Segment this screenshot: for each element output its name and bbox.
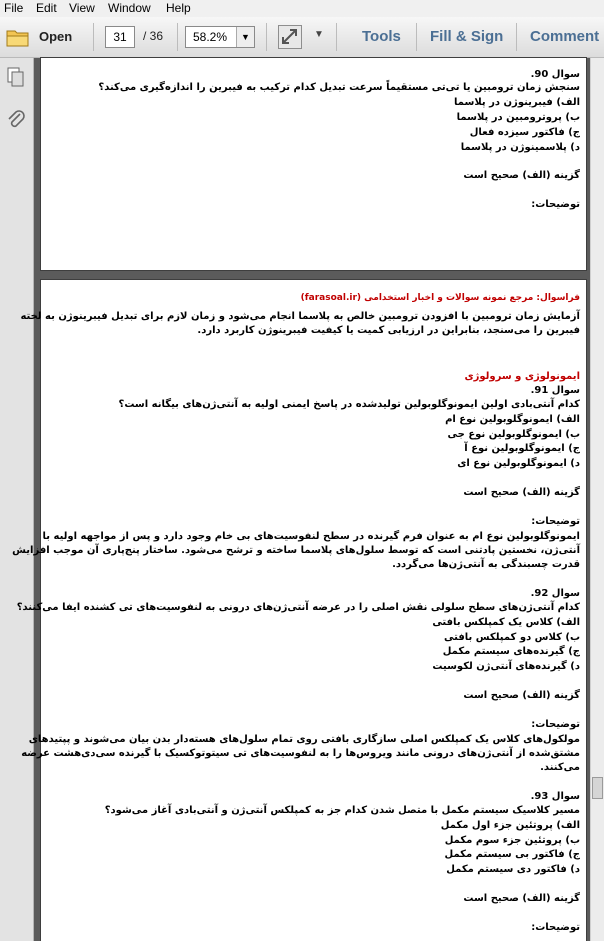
pdf-page-30 bbox=[41, 58, 586, 270]
page-thumbnails-icon[interactable] bbox=[6, 66, 26, 88]
zoom-value: 58.2% bbox=[193, 30, 228, 44]
pdf-page-31 bbox=[12, 280, 586, 941]
question-93-text: مسیر کلاسیک سیستم مکمل با متصل شدن کدام جز به کمپلکس آنتی‌ژن و آنتی‌بادی آغاز می‌شود؟ bbox=[104, 805, 580, 816]
paragraph-line: ایمونوگلوبولین نوع ام به عنوان فرم گیرنده در سطح لنفوسیت‌های بی خام وجود دارد و پس از مواجهه اولیه با bbox=[42, 531, 580, 542]
page-number-input[interactable]: 31 bbox=[105, 26, 135, 48]
question-92-explanation-heading: توضیحات: bbox=[531, 719, 580, 730]
question-93-explanation-heading: توضیحات: bbox=[531, 922, 580, 933]
section-heading: ایمونولوژی و سرولوژی bbox=[464, 371, 580, 382]
question-91-option-b: ب) ایمونوگلوبولین نوع جی bbox=[447, 429, 580, 440]
question-92-option-b: ب) کلاس دو کمپلکس بافتی bbox=[444, 632, 580, 643]
question-90-explanation-heading: توضیحات: bbox=[531, 199, 580, 210]
menu-view[interactable]: View bbox=[69, 1, 95, 15]
paragraph-line: آزمایش زمان ترومبین با افزودن ترومبین خالص به پلاسما انجام می‌شود و زمان لازم برای تبدیل فیبرینوژن به لخته bbox=[20, 311, 580, 322]
question-91-text: کدام آنتی‌بادی اولین ایمونوگلوبولین تولیدشده در پاسخ ایمنی اولیه به آنتی‌ژن‌های بیگانه است؟ bbox=[118, 399, 580, 410]
comment-button[interactable]: Comment bbox=[530, 28, 600, 45]
navigation-pane bbox=[0, 58, 34, 941]
question-93-option-d: د) فاکتور دی سیستم مکمل bbox=[446, 864, 580, 875]
question-92-text: کدام آنتی‌ژن‌های سطح سلولی نقش اصلی را در عرضه آنتی‌ژن‌های درونی به لنفوسیت‌های تی کشنده ایفا می‌کنند؟ bbox=[16, 602, 580, 613]
question-93-number: سوال 93. bbox=[530, 791, 580, 802]
question-90-answer: گزینه (الف) صحیح است bbox=[463, 170, 580, 181]
menu-file[interactable]: File bbox=[4, 1, 24, 15]
question-92-option-d: د) گیرنده‌های آنتی‌ژن لکوسیت bbox=[432, 661, 580, 672]
question-90-option-d: د) پلاسمینوژن در پلاسما bbox=[460, 142, 580, 153]
toolbar-overflow-icon[interactable]: ▼ bbox=[314, 29, 324, 40]
question-90-option-a: الف) فیبرینوژن در پلاسما bbox=[454, 97, 580, 108]
question-91-option-c: ج) ایمونوگلوبولین نوع آ bbox=[464, 443, 580, 454]
paragraph-line: فیبرین را می‌سنجد، بنابراین در ارزیابی کمیت یا کیفیت فیبرینوژن کاربرد دارد. bbox=[197, 325, 580, 336]
question-92-option-a: الف) کلاس یک کمپلکس بافتی bbox=[432, 617, 580, 628]
fit-page-button[interactable] bbox=[278, 25, 302, 49]
paragraph-line: می‌کنند. bbox=[540, 762, 580, 773]
chevron-down-icon[interactable]: ▼ bbox=[236, 27, 254, 47]
question-90-option-b: ب) پروترومبین در پلاسما bbox=[456, 112, 580, 123]
question-91-number: سوال 91. bbox=[530, 385, 580, 396]
paragraph-line: مولکول‌های کلاس یک کمپلکس اصلی سازگاری بافتی روی تمام سلول‌های هسته‌دار بدن بیان می‌شوند و پپتیدهای bbox=[28, 734, 580, 745]
question-91-option-a: الف) ایمونوگلوبولین نوع ام bbox=[445, 414, 580, 425]
question-93-option-a: الف) پروتئین جزء اول مکمل bbox=[440, 820, 580, 831]
question-92-number: سوال 92. bbox=[530, 588, 580, 599]
attachment-icon[interactable] bbox=[6, 110, 26, 132]
question-90-text: سنجش زمان ترومبین یا تی‌تی مستقیماً سرعت تبدیل کدام ترکیب به فیبرین را اندازه‌گیری می‌کند؟ bbox=[98, 82, 580, 93]
paragraph-line: قدرت چسبندگی به آنتی‌ژن‌ها می‌گردد. bbox=[392, 559, 580, 570]
folder-icon bbox=[6, 27, 30, 47]
paragraph-line: آنتی‌ژن، نخستین پادتنی است که توسط سلول‌های پلاسما ساخته و ترشح می‌شود. ساختار پنج‌پاری آن موجب افزایش bbox=[12, 545, 580, 556]
open-button[interactable] bbox=[4, 25, 82, 49]
page-total: / 36 bbox=[143, 29, 164, 43]
question-91-option-d: د) ایمونوگلوبولین نوع ای bbox=[457, 458, 580, 469]
tools-button[interactable]: Tools bbox=[362, 28, 401, 45]
zoom-select[interactable] bbox=[185, 26, 255, 48]
question-91-explanation-heading: توضیحات: bbox=[531, 516, 580, 527]
fill-sign-button[interactable]: Fill & Sign bbox=[430, 28, 504, 45]
menu-help[interactable]: Help bbox=[166, 1, 191, 15]
question-90-option-c: ج) فاکتور سیزده فعال bbox=[469, 127, 580, 138]
open-label: Open bbox=[39, 29, 73, 44]
menu-bar bbox=[0, 0, 604, 17]
expand-icon bbox=[279, 26, 301, 48]
vertical-scrollbar[interactable] bbox=[590, 58, 604, 941]
toolbar bbox=[0, 17, 604, 58]
menu-edit[interactable]: Edit bbox=[36, 1, 57, 15]
source-line[interactable]: فراسوال: مرجع نمونه سوالات و اخبار استخدامی (farasoal.ir) bbox=[300, 293, 580, 303]
question-91-answer: گزینه (الف) صحیح است bbox=[463, 487, 580, 498]
question-90-number: سوال 90. bbox=[530, 69, 580, 80]
menu-window[interactable]: Window bbox=[108, 1, 151, 15]
paragraph-line: مشتق‌شده از آنتی‌ژن‌های درونی مانند ویروس‌ها را به لنفوسیت‌های تی سیتوتوکسیک با گیرنده سی‌دی‌هشت عرضه bbox=[21, 748, 580, 759]
question-93-answer: گزینه (الف) صحیح است bbox=[463, 893, 580, 904]
question-92-answer: گزینه (الف) صحیح است bbox=[463, 690, 580, 701]
question-92-option-c: ج) گیرنده‌های سیستم مکمل bbox=[442, 646, 580, 657]
scrollbar-thumb[interactable] bbox=[592, 777, 603, 799]
question-93-option-b: ب) پروتئین جزء سوم مکمل bbox=[444, 835, 580, 846]
question-93-option-c: ج) فاکتور بی سیستم مکمل bbox=[444, 849, 580, 860]
